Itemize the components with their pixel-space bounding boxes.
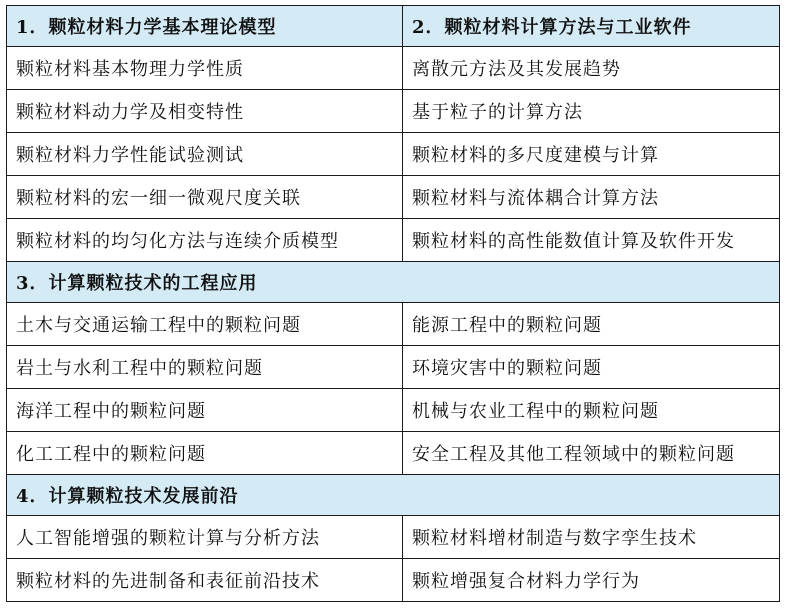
table-cell: 环境灾害中的颗粒问题 [403,346,780,389]
table-row [7,303,780,346]
table-cell: 岩土与水利工程中的颗粒问题 [7,346,403,389]
table-row [7,47,780,90]
table-row [7,516,780,559]
table-cell: 颗粒材料与流体耦合计算方法 [403,176,780,219]
table-cell: 颗粒材料的先进制备和表征前沿技术 [7,559,403,602]
table-cell: 基于粒子的计算方法 [403,90,780,133]
table-row [7,90,780,133]
table-cell: 人工智能增强的颗粒计算与分析方法 [7,516,403,559]
table-cell: 颗粒材料基本物理力学性质 [7,47,403,90]
table-cell: 离散元方法及其发展趋势 [403,47,780,90]
table-cell: 颗粒材料的宏一细一微观尺度关联 [7,176,403,219]
table-cell: 颗粒材料的多尺度建模与计算 [403,133,780,176]
section-header-row [7,6,780,47]
table-cell: 颗粒材料动力学及相变特性 [7,90,403,133]
topics-table [6,5,780,602]
table-row [7,133,780,176]
section-header-4: 4．计算颗粒技术发展前沿 [7,475,780,516]
table-row [7,219,780,262]
table-row [7,432,780,475]
section-header-1: 1．颗粒材料力学基本理论模型 [7,6,403,47]
table-row [7,389,780,432]
table-cell: 化工工程中的颗粒问题 [7,432,403,475]
table-cell: 颗粒材料增材制造与数字孪生技术 [403,516,780,559]
table-row [7,176,780,219]
table-cell: 颗粒材料力学性能试验测试 [7,133,403,176]
table-row [7,559,780,602]
table-cell: 机械与农业工程中的颗粒问题 [403,389,780,432]
section-header-2: 2．颗粒材料计算方法与工业软件 [403,6,780,47]
section-header-row [7,475,780,516]
section-header-3: 3．计算颗粒技术的工程应用 [7,262,780,303]
table-cell: 颗粒增强复合材料力学行为 [403,559,780,602]
table-row [7,346,780,389]
table-cell: 能源工程中的颗粒问题 [403,303,780,346]
table-cell: 土木与交通运输工程中的颗粒问题 [7,303,403,346]
table-cell: 安全工程及其他工程领域中的颗粒问题 [403,432,780,475]
section-header-row [7,262,780,303]
table-cell: 海洋工程中的颗粒问题 [7,389,403,432]
table-cell: 颗粒材料的均匀化方法与连续介质模型 [7,219,403,262]
table-cell: 颗粒材料的高性能数值计算及软件开发 [403,219,780,262]
